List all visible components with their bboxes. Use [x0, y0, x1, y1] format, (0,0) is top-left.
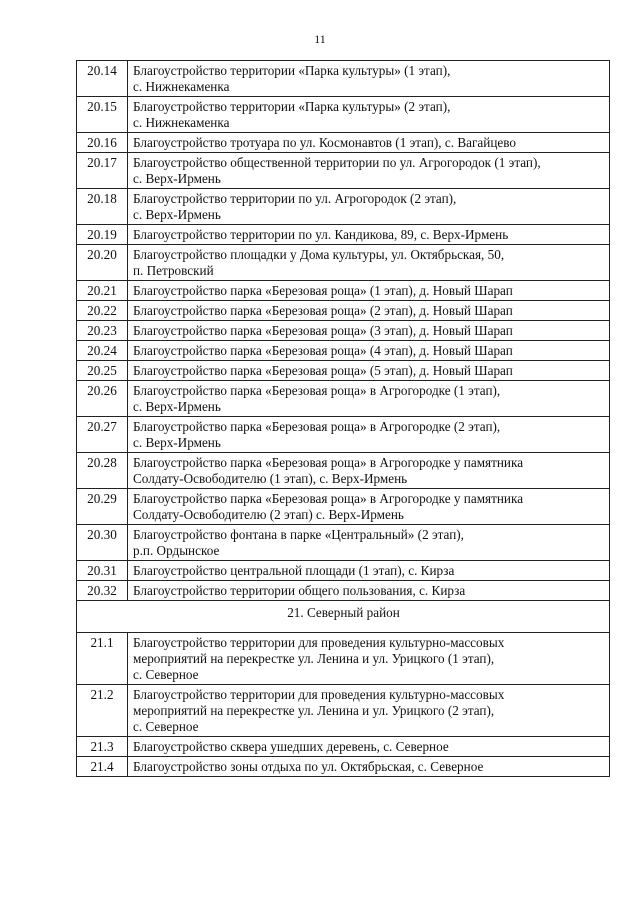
table-row — [77, 281, 610, 301]
row-number: 20.24 — [77, 341, 128, 361]
row-number: 20.19 — [77, 225, 128, 245]
row-description: Благоустройство парка «Березовая роща» (1 этап), д. Новый Шарап — [128, 281, 610, 301]
projects-table — [76, 60, 610, 777]
row-description: Благоустройство парка «Березовая роща» в Агрогородке у памятника Солдату-Освободителю (1 этап), с. Верх-Ирмень — [128, 453, 610, 489]
row-description: Благоустройство территории «Парка культуры» (1 этап), с. Нижнекаменка — [128, 61, 610, 97]
row-number: 20.17 — [77, 153, 128, 189]
table-row — [77, 341, 610, 361]
table-row — [77, 581, 610, 601]
row-number: 20.16 — [77, 133, 128, 153]
row-number: 20.30 — [77, 525, 128, 561]
row-description: Благоустройство территории «Парка культуры» (2 этап), с. Нижнекаменка — [128, 97, 610, 133]
row-number: 20.15 — [77, 97, 128, 133]
table-row — [77, 561, 610, 581]
row-number: 20.23 — [77, 321, 128, 341]
table-row — [77, 417, 610, 453]
table-row — [77, 225, 610, 245]
table-row — [77, 301, 610, 321]
row-description: Благоустройство тротуара по ул. Космонавтов (1 этап), с. Вагайцево — [128, 133, 610, 153]
table-row — [77, 453, 610, 489]
page-number: 11 — [314, 32, 326, 46]
row-description: Благоустройство территории для проведения культурно-массовых мероприятий на перекрестке ул. Ленина и ул. Урицкого (2 этап), с. Северное — [128, 685, 610, 737]
table-row — [77, 757, 610, 777]
row-description: Благоустройство площадки у Дома культуры, ул. Октябрьская, 50, п. Петровский — [128, 245, 610, 281]
table-row — [77, 381, 610, 417]
row-number: 20.26 — [77, 381, 128, 417]
row-description: Благоустройство территории по ул. Агрогородок (2 этап), с. Верх-Ирмень — [128, 189, 610, 225]
row-number: 21.4 — [77, 757, 128, 777]
row-description: Благоустройство парка «Березовая роща» в Агрогородке (2 этап), с. Верх-Ирмень — [128, 417, 610, 453]
table-row — [77, 685, 610, 737]
row-number: 20.27 — [77, 417, 128, 453]
table-row — [77, 321, 610, 341]
row-description: Благоустройство зоны отдыха по ул. Октябрьская, с. Северное — [128, 757, 610, 777]
row-description: Благоустройство сквера ушедших деревень, с. Северное — [128, 737, 610, 757]
row-description: Благоустройство территории общего пользования, с. Кирза — [128, 581, 610, 601]
table-row — [77, 245, 610, 281]
row-number: 20.20 — [77, 245, 128, 281]
table-row — [77, 489, 610, 525]
row-description: Благоустройство парка «Березовая роща» (5 этап), д. Новый Шарап — [128, 361, 610, 381]
row-number: 20.14 — [77, 61, 128, 97]
row-description: Благоустройство парка «Березовая роща» в Агрогородке у памятника Солдату-Освободителю (2 этап) с. Верх-Ирмень — [128, 489, 610, 525]
row-number: 20.32 — [77, 581, 128, 601]
section-title: 21. Северный район — [77, 601, 610, 633]
table-row — [77, 61, 610, 97]
table-row — [77, 361, 610, 381]
table-row — [77, 737, 610, 757]
row-description: Благоустройство фонтана в парке «Центральный» (2 этап), р.п. Ордынское — [128, 525, 610, 561]
table-row — [77, 189, 610, 225]
row-description: Благоустройство парка «Березовая роща» в Агрогородке (1 этап), с. Верх-Ирмень — [128, 381, 610, 417]
row-description: Благоустройство парка «Березовая роща» (2 этап), д. Новый Шарап — [128, 301, 610, 321]
row-number: 21.2 — [77, 685, 128, 737]
row-number: 20.25 — [77, 361, 128, 381]
row-number: 20.22 — [77, 301, 128, 321]
row-description: Благоустройство центральной площади (1 этап), с. Кирза — [128, 561, 610, 581]
table-row — [77, 133, 610, 153]
row-description: Благоустройство территории для проведения культурно-массовых мероприятий на перекрестке ул. Ленина и ул. Урицкого (1 этап), с. Северное — [128, 633, 610, 685]
row-number: 20.21 — [77, 281, 128, 301]
row-description: Благоустройство парка «Березовая роща» (4 этап), д. Новый Шарап — [128, 341, 610, 361]
row-number: 21.3 — [77, 737, 128, 757]
row-description: Благоустройство территории по ул. Кандикова, 89, с. Верх-Ирмень — [128, 225, 610, 245]
row-number: 20.18 — [77, 189, 128, 225]
row-description: Благоустройство общественной территории по ул. Агрогородок (1 этап), с. Верх-Ирмень — [128, 153, 610, 189]
row-number: 20.28 — [77, 453, 128, 489]
section-header-row — [77, 601, 610, 633]
table-row — [77, 525, 610, 561]
row-number: 21.1 — [77, 633, 128, 685]
row-number: 20.31 — [77, 561, 128, 581]
table-row — [77, 153, 610, 189]
row-number: 20.29 — [77, 489, 128, 525]
row-description: Благоустройство парка «Березовая роща» (3 этап), д. Новый Шарап — [128, 321, 610, 341]
table-row — [77, 633, 610, 685]
table-row — [77, 97, 610, 133]
